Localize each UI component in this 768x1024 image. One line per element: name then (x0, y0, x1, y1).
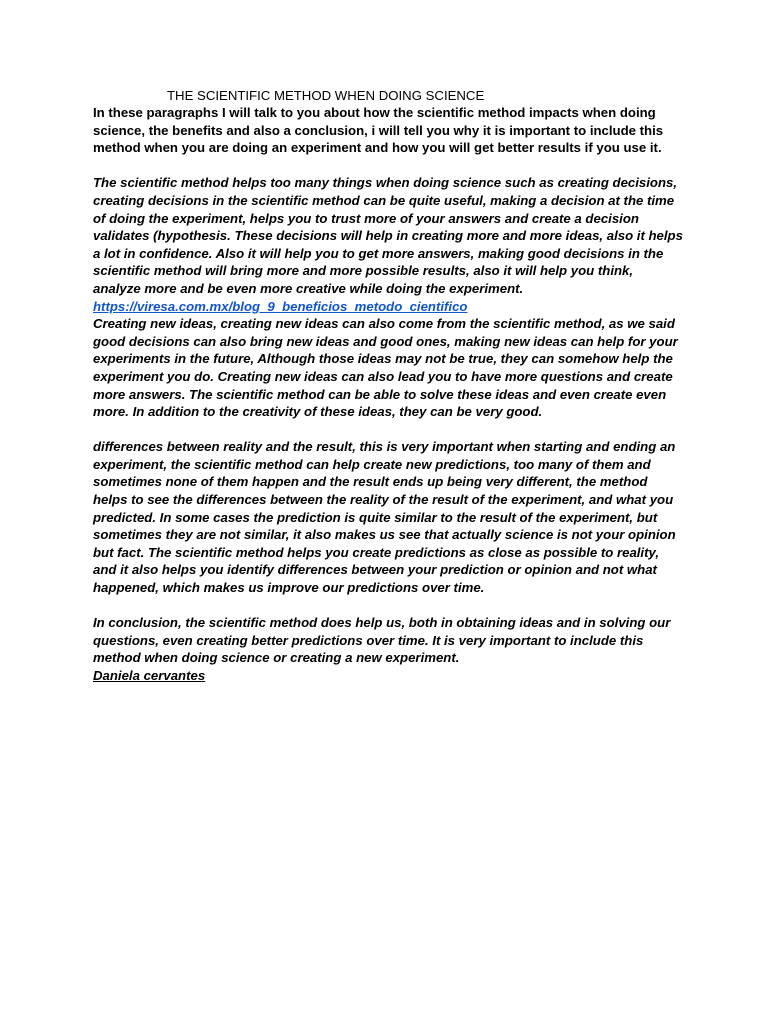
decisions-paragraph: The scientific method helps too many things when doing science such as creating decisions, creating decisions in the scientific method can be quite useful, making a decision at the time of doing the experiment, helps you to trust more of your answers and create a decision validates (hypothesis. These decisions will help in creating more and more ideas, also it helps a lot in confidence. Also it will help you to get more answers, making good decisions in the scientific method will bring more and more possible results, also it will help you think, analyze more and be even more creative while doing the experiment. (93, 175, 683, 296)
author-signature: Daniela cervantes (93, 668, 206, 683)
document-title: THE SCIENTIFIC METHOD WHEN DOING SCIENCE (167, 88, 485, 103)
differences-paragraph: differences between reality and the result, this is very important when starting and ending an experiment, the scientific method can help create new predictions, too many of them and sometimes none of them happen and the result ends up being very different, the method helps to see the differences between the reality of the result of the experiment, and what you predicted. In some cases the prediction is quite similar to the result of the experiment, but sometimes they are not similar, it also makes us see that actually science is not your opinion but fact. The scientific method helps you create predictions as close as possible to reality, and it also helps you identify differences between your prediction or opinion and not what happened, which makes us improve our predictions over time. (93, 439, 676, 596)
paragraph-spacer (93, 421, 683, 439)
intro-paragraph: In these paragraphs I will talk to you about how the scientific method impacts when doing science, the benefits and also a conclusion, i will tell you why it is important to include this method when you are doing an experiment and how you will get better results if you use it. (93, 105, 664, 156)
conclusion-paragraph: In conclusion, the scientific method does help us, both in obtaining ideas and in solving our questions, even creating better predictions over time. It is very important to include this method when doing science or creating a new experiment. (93, 615, 671, 666)
document-body (93, 104, 683, 685)
paragraph-spacer (93, 597, 683, 615)
paragraph-spacer (93, 157, 683, 175)
ideas-paragraph: Creating new ideas, creating new ideas can also come from the scientific method, as we said good decisions can also bring new ideas and good ones, making new ideas can help for your experiments in the future, Although those ideas may not be true, they can somehow help the experiment you do. Creating new ideas can also lead you to have more questions and create more answers. The scientific method can be able to solve these ideas and even create even more. In addition to the creativity of these ideas, they can be very good. (93, 316, 678, 420)
source-link[interactable]: https://viresa.com.mx/blog_9_beneficios_metodo_cientifico (93, 298, 468, 314)
